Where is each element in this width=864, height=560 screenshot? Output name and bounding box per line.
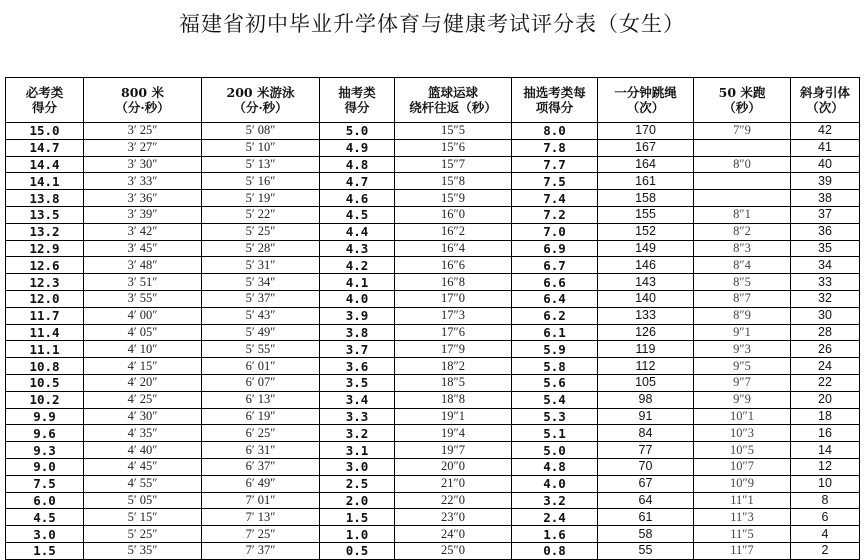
cell-elective-item-score: 5.6 [512, 374, 598, 391]
cell-basketball-dribble: 15″8 [395, 173, 512, 190]
cell-swim-200m: 6′ 49″ [202, 475, 320, 492]
cell-rope-skip: 155 [598, 206, 694, 223]
cell-run-800m: 4′ 25″ [84, 391, 202, 408]
cell-run-50m: 9″7 [694, 374, 791, 391]
cell-elective-score: 4.4 [320, 223, 395, 240]
header-label: 篮球运球 [427, 85, 478, 100]
cell-incline-pullup: 34 [791, 257, 860, 274]
cell-run-50m: 10″5 [694, 442, 791, 459]
table-row [6, 123, 860, 140]
table-row [6, 206, 860, 223]
header-run-50m [694, 78, 791, 123]
cell-elective-item-score: 5.9 [512, 341, 598, 358]
cell-rope-skip: 152 [598, 223, 694, 240]
cell-elective-score: 5.0 [320, 123, 395, 140]
cell-run-50m: 10″7 [694, 458, 791, 475]
table-row [6, 324, 860, 341]
header-run-800m [84, 78, 202, 123]
cell-basketball-dribble: 16″8 [395, 274, 512, 291]
table-row [6, 442, 860, 459]
cell-rope-skip: 133 [598, 307, 694, 324]
cell-rope-skip: 161 [598, 173, 694, 190]
cell-swim-200m: 7′ 25″ [202, 526, 320, 543]
cell-swim-200m: 5′ 13″ [202, 156, 320, 173]
cell-run-800m: 4′ 45″ [84, 458, 202, 475]
page-title: 福建省初中毕业升学体育与健康考试评分表（女生） [179, 12, 685, 36]
cell-elective-score: 4.0 [320, 290, 395, 307]
cell-required-score: 12.6 [6, 257, 84, 274]
cell-run-50m: 8″1 [694, 206, 791, 223]
cell-elective-score: 3.2 [320, 425, 395, 442]
cell-run-800m: 5′ 35″ [84, 542, 202, 559]
table-row [6, 374, 860, 391]
cell-basketball-dribble: 15″6 [395, 139, 512, 156]
cell-run-50m: 9″3 [694, 341, 791, 358]
cell-elective-item-score: 3.2 [512, 492, 598, 509]
cell-rope-skip: 112 [598, 358, 694, 375]
header-required-score [6, 78, 84, 123]
header-label: 斜身引体 [799, 85, 850, 100]
cell-rope-skip: 77 [598, 442, 694, 459]
cell-swim-200m: 7′ 13″ [202, 509, 320, 526]
cell-rope-skip: 126 [598, 324, 694, 341]
table-row [6, 542, 860, 559]
cell-rope-skip: 149 [598, 240, 694, 257]
cell-swim-200m: 6′ 37″ [202, 458, 320, 475]
cell-elective-item-score: 7.4 [512, 190, 598, 207]
cell-elective-item-score: 6.6 [512, 274, 598, 291]
cell-elective-score: 4.2 [320, 257, 395, 274]
table-row [6, 139, 860, 156]
cell-required-score: 6.0 [6, 492, 84, 509]
cell-elective-score: 3.3 [320, 408, 395, 425]
cell-elective-item-score: 7.0 [512, 223, 598, 240]
cell-swim-200m: 7′ 37″ [202, 542, 320, 559]
cell-run-800m: 5′ 15″ [84, 509, 202, 526]
cell-elective-item-score: 6.1 [512, 324, 598, 341]
cell-basketball-dribble: 23″0 [395, 509, 512, 526]
cell-required-score: 7.5 [6, 475, 84, 492]
cell-run-50m: 9″1 [694, 324, 791, 341]
cell-incline-pullup: 24 [791, 358, 860, 375]
cell-incline-pullup: 12 [791, 458, 860, 475]
cell-required-score: 3.0 [6, 526, 84, 543]
cell-incline-pullup: 6 [791, 509, 860, 526]
cell-run-800m: 4′ 30″ [84, 408, 202, 425]
cell-required-score: 11.7 [6, 307, 84, 324]
cell-run-800m: 3′ 55″ [84, 290, 202, 307]
cell-elective-item-score: 5.8 [512, 358, 598, 375]
cell-required-score: 10.5 [6, 374, 84, 391]
cell-rope-skip: 55 [598, 542, 694, 559]
header-rope-skip [598, 78, 694, 123]
cell-elective-score: 4.9 [320, 139, 395, 156]
cell-required-score: 14.7 [6, 139, 84, 156]
cell-run-800m: 3′ 39″ [84, 206, 202, 223]
cell-elective-score: 3.6 [320, 358, 395, 375]
header-unit: （次） [626, 100, 665, 115]
table-row [6, 190, 860, 207]
table-row [6, 290, 860, 307]
cell-required-score: 11.1 [6, 341, 84, 358]
cell-incline-pullup: 40 [791, 156, 860, 173]
cell-elective-item-score: 7.5 [512, 173, 598, 190]
cell-run-50m: 11″5 [694, 526, 791, 543]
cell-elective-item-score: 6.9 [512, 240, 598, 257]
header-unit: 得分 [31, 100, 57, 115]
cell-run-50m: 8″0 [694, 156, 791, 173]
cell-elective-score: 3.0 [320, 458, 395, 475]
table-body [6, 123, 860, 560]
cell-elective-score: 3.5 [320, 374, 395, 391]
cell-run-50m: 10″3 [694, 425, 791, 442]
cell-run-800m: 3′ 33″ [84, 173, 202, 190]
cell-basketball-dribble: 19″4 [395, 425, 512, 442]
table-row [6, 458, 860, 475]
cell-run-50m: 11″3 [694, 509, 791, 526]
table-header [6, 78, 860, 123]
cell-elective-score: 0.5 [320, 542, 395, 559]
cell-run-50m: 8″4 [694, 257, 791, 274]
cell-run-800m: 4′ 10″ [84, 341, 202, 358]
cell-rope-skip: 170 [598, 123, 694, 140]
cell-rope-skip: 98 [598, 391, 694, 408]
cell-basketball-dribble: 15″5 [395, 123, 512, 140]
cell-required-score: 11.4 [6, 324, 84, 341]
cell-swim-200m: 6′ 01″ [202, 358, 320, 375]
cell-required-score: 9.3 [6, 442, 84, 459]
cell-incline-pullup: 41 [791, 139, 860, 156]
cell-required-score: 13.2 [6, 223, 84, 240]
header-label: 一分钟跳绳 [614, 85, 677, 100]
cell-required-score: 12.9 [6, 240, 84, 257]
cell-elective-item-score: 7.7 [512, 156, 598, 173]
cell-required-score: 9.6 [6, 425, 84, 442]
cell-rope-skip: 140 [598, 290, 694, 307]
header-unit: 项得分 [535, 100, 574, 115]
header-swim-200m [202, 78, 320, 123]
cell-basketball-dribble: 16″0 [395, 206, 512, 223]
cell-elective-score: 4.8 [320, 156, 395, 173]
cell-rope-skip: 70 [598, 458, 694, 475]
cell-swim-200m: 5′ 37″ [202, 290, 320, 307]
cell-run-800m: 4′ 00″ [84, 307, 202, 324]
cell-required-score: 12.3 [6, 274, 84, 291]
header-unit: （秒） [723, 100, 761, 115]
cell-incline-pullup: 32 [791, 290, 860, 307]
header-label: 800 米 [121, 85, 164, 100]
header-row [6, 78, 860, 123]
cell-elective-item-score: 5.0 [512, 442, 598, 459]
cell-elective-score: 4.1 [320, 274, 395, 291]
table-row [6, 307, 860, 324]
header-unit: （次） [806, 100, 844, 115]
cell-swim-200m: 5′ 08″ [202, 123, 320, 140]
cell-elective-score: 4.3 [320, 240, 395, 257]
cell-basketball-dribble: 16″4 [395, 240, 512, 257]
cell-incline-pullup: 37 [791, 206, 860, 223]
cell-elective-item-score: 0.8 [512, 542, 598, 559]
cell-incline-pullup: 28 [791, 324, 860, 341]
cell-basketball-dribble: 16″6 [395, 257, 512, 274]
cell-incline-pullup: 16 [791, 425, 860, 442]
cell-rope-skip: 84 [598, 425, 694, 442]
header-basketball-dribble [395, 78, 512, 123]
table-row [6, 408, 860, 425]
cell-basketball-dribble: 22″0 [395, 492, 512, 509]
cell-run-50m: 10″1 [694, 408, 791, 425]
cell-incline-pullup: 20 [791, 391, 860, 408]
cell-run-50m: 8″7 [694, 290, 791, 307]
cell-required-score: 13.8 [6, 190, 84, 207]
cell-basketball-dribble: 18″2 [395, 358, 512, 375]
cell-basketball-dribble: 25″0 [395, 542, 512, 559]
cell-rope-skip: 167 [598, 139, 694, 156]
cell-incline-pullup: 38 [791, 190, 860, 207]
cell-swim-200m: 5′ 55″ [202, 341, 320, 358]
cell-rope-skip: 91 [598, 408, 694, 425]
cell-elective-item-score: 5.1 [512, 425, 598, 442]
cell-incline-pullup: 4 [791, 526, 860, 543]
header-elective-score [320, 78, 395, 123]
cell-basketball-dribble: 18″5 [395, 374, 512, 391]
cell-incline-pullup: 18 [791, 408, 860, 425]
header-label: 抽考类 [338, 85, 376, 100]
table-row [6, 475, 860, 492]
cell-run-800m: 3′ 27″ [84, 139, 202, 156]
cell-elective-score: 4.6 [320, 190, 395, 207]
cell-basketball-dribble: 19″7 [395, 442, 512, 459]
cell-swim-200m: 5′ 19″ [202, 190, 320, 207]
header-unit: 绕杆往返（秒） [409, 100, 497, 115]
cell-elective-score: 4.7 [320, 173, 395, 190]
cell-elective-item-score: 6.2 [512, 307, 598, 324]
cell-run-50m: 8″3 [694, 240, 791, 257]
cell-elective-item-score: 5.4 [512, 391, 598, 408]
header-unit: 得分 [344, 100, 370, 115]
header-incline-pullup [791, 78, 860, 123]
header-label: 50 米跑 [718, 85, 766, 100]
cell-basketball-dribble: 20″0 [395, 458, 512, 475]
cell-incline-pullup: 35 [791, 240, 860, 257]
cell-swim-200m: 6′ 25″ [202, 425, 320, 442]
header-label: 抽选考类每 [523, 85, 586, 100]
cell-swim-200m: 6′ 31″ [202, 442, 320, 459]
header-unit: （分·秒） [233, 100, 288, 115]
cell-elective-item-score: 4.0 [512, 475, 598, 492]
cell-required-score: 10.2 [6, 391, 84, 408]
cell-incline-pullup: 36 [791, 223, 860, 240]
cell-rope-skip: 119 [598, 341, 694, 358]
cell-elective-item-score: 1.6 [512, 526, 598, 543]
cell-run-50m: 8″9 [694, 307, 791, 324]
cell-elective-score: 3.1 [320, 442, 395, 459]
cell-run-800m: 4′ 35″ [84, 425, 202, 442]
table-row [6, 156, 860, 173]
cell-swim-200m: 5′ 31″ [202, 257, 320, 274]
cell-required-score: 14.4 [6, 156, 84, 173]
cell-run-50m: 10″9 [694, 475, 791, 492]
cell-swim-200m: 5′ 49″ [202, 324, 320, 341]
cell-elective-score: 2.0 [320, 492, 395, 509]
table-row [6, 358, 860, 375]
cell-required-score: 1.5 [6, 542, 84, 559]
cell-incline-pullup: 33 [791, 274, 860, 291]
table-row [6, 257, 860, 274]
cell-elective-item-score: 6.7 [512, 257, 598, 274]
cell-elective-item-score: 7.8 [512, 139, 598, 156]
cell-run-800m: 4′ 20″ [84, 374, 202, 391]
cell-incline-pullup: 22 [791, 374, 860, 391]
cell-swim-200m: 5′ 25″ [202, 223, 320, 240]
cell-basketball-dribble: 21″0 [395, 475, 512, 492]
cell-required-score: 12.0 [6, 290, 84, 307]
cell-swim-200m: 6′ 07″ [202, 374, 320, 391]
cell-rope-skip: 158 [598, 190, 694, 207]
cell-rope-skip: 164 [598, 156, 694, 173]
cell-rope-skip: 61 [598, 509, 694, 526]
cell-basketball-dribble: 17″6 [395, 324, 512, 341]
cell-incline-pullup: 8 [791, 492, 860, 509]
cell-run-800m: 5′ 25″ [84, 526, 202, 543]
cell-run-800m: 4′ 40″ [84, 442, 202, 459]
cell-elective-score: 3.7 [320, 341, 395, 358]
table-row [6, 341, 860, 358]
cell-elective-item-score: 6.4 [512, 290, 598, 307]
table-row [6, 492, 860, 509]
score-table [5, 77, 860, 560]
cell-incline-pullup: 10 [791, 475, 860, 492]
cell-run-50m [694, 173, 791, 190]
cell-required-score: 9.9 [6, 408, 84, 425]
cell-swim-200m: 5′ 10″ [202, 139, 320, 156]
cell-incline-pullup: 2 [791, 542, 860, 559]
header-unit: （分·秒） [115, 100, 170, 115]
cell-basketball-dribble: 15″7 [395, 156, 512, 173]
cell-basketball-dribble: 17″3 [395, 307, 512, 324]
cell-swim-200m: 7′ 01″ [202, 492, 320, 509]
cell-run-50m: 9″5 [694, 358, 791, 375]
cell-swim-200m: 5′ 43″ [202, 307, 320, 324]
cell-rope-skip: 143 [598, 274, 694, 291]
cell-required-score: 14.1 [6, 173, 84, 190]
cell-run-50m: 8″2 [694, 223, 791, 240]
header-label: 200 米游泳 [226, 85, 295, 100]
cell-required-score: 10.8 [6, 358, 84, 375]
table-row [6, 173, 860, 190]
cell-run-800m: 5′ 05″ [84, 492, 202, 509]
cell-elective-score: 2.5 [320, 475, 395, 492]
cell-run-50m: 7″9 [694, 123, 791, 140]
cell-swim-200m: 5′ 16″ [202, 173, 320, 190]
cell-required-score: 13.5 [6, 206, 84, 223]
cell-run-50m: 11″7 [694, 542, 791, 559]
cell-basketball-dribble: 24″0 [395, 526, 512, 543]
cell-run-50m [694, 190, 791, 207]
cell-run-50m: 8″5 [694, 274, 791, 291]
cell-run-50m [694, 139, 791, 156]
cell-basketball-dribble: 18″8 [395, 391, 512, 408]
cell-swim-200m: 5′ 22″ [202, 206, 320, 223]
cell-run-800m: 3′ 51″ [84, 274, 202, 291]
cell-elective-score: 1.0 [320, 526, 395, 543]
cell-run-800m: 4′ 55″ [84, 475, 202, 492]
table-row [6, 274, 860, 291]
table-row [6, 425, 860, 442]
cell-required-score: 4.5 [6, 509, 84, 526]
cell-incline-pullup: 14 [791, 442, 860, 459]
table-row [6, 391, 860, 408]
cell-run-800m: 4′ 15″ [84, 358, 202, 375]
cell-rope-skip: 58 [598, 526, 694, 543]
cell-run-800m: 3′ 25″ [84, 123, 202, 140]
cell-incline-pullup: 39 [791, 173, 860, 190]
cell-run-800m: 3′ 36″ [84, 190, 202, 207]
cell-run-800m: 3′ 45″ [84, 240, 202, 257]
cell-basketball-dribble: 15″9 [395, 190, 512, 207]
cell-run-800m: 4′ 05″ [84, 324, 202, 341]
table-row [6, 509, 860, 526]
cell-basketball-dribble: 17″9 [395, 341, 512, 358]
cell-run-800m: 3′ 48″ [84, 257, 202, 274]
cell-run-50m: 9″9 [694, 391, 791, 408]
cell-run-800m: 3′ 30″ [84, 156, 202, 173]
cell-incline-pullup: 30 [791, 307, 860, 324]
cell-rope-skip: 105 [598, 374, 694, 391]
cell-elective-score: 4.5 [320, 206, 395, 223]
cell-incline-pullup: 26 [791, 341, 860, 358]
cell-elective-item-score: 2.4 [512, 509, 598, 526]
cell-basketball-dribble: 16″2 [395, 223, 512, 240]
cell-required-score: 9.0 [6, 458, 84, 475]
cell-rope-skip: 146 [598, 257, 694, 274]
cell-swim-200m: 5′ 34″ [202, 274, 320, 291]
cell-elective-score: 3.9 [320, 307, 395, 324]
cell-swim-200m: 6′ 19″ [202, 408, 320, 425]
cell-run-800m: 3′ 42″ [84, 223, 202, 240]
header-label: 必考类 [25, 85, 64, 100]
table-row [6, 240, 860, 257]
cell-elective-score: 3.4 [320, 391, 395, 408]
cell-elective-item-score: 8.0 [512, 123, 598, 140]
table-row [6, 223, 860, 240]
cell-elective-score: 3.8 [320, 324, 395, 341]
cell-swim-200m: 5′ 28″ [202, 240, 320, 257]
cell-basketball-dribble: 17″0 [395, 290, 512, 307]
cell-elective-item-score: 4.8 [512, 458, 598, 475]
cell-swim-200m: 6′ 13″ [202, 391, 320, 408]
cell-incline-pullup: 42 [791, 123, 860, 140]
cell-rope-skip: 64 [598, 492, 694, 509]
cell-elective-item-score: 5.3 [512, 408, 598, 425]
cell-rope-skip: 67 [598, 475, 694, 492]
cell-required-score: 15.0 [6, 123, 84, 140]
header-elective-item-score [512, 78, 598, 123]
cell-run-50m: 11″1 [694, 492, 791, 509]
cell-elective-item-score: 7.2 [512, 206, 598, 223]
cell-elective-score: 1.5 [320, 509, 395, 526]
cell-basketball-dribble: 19″1 [395, 408, 512, 425]
